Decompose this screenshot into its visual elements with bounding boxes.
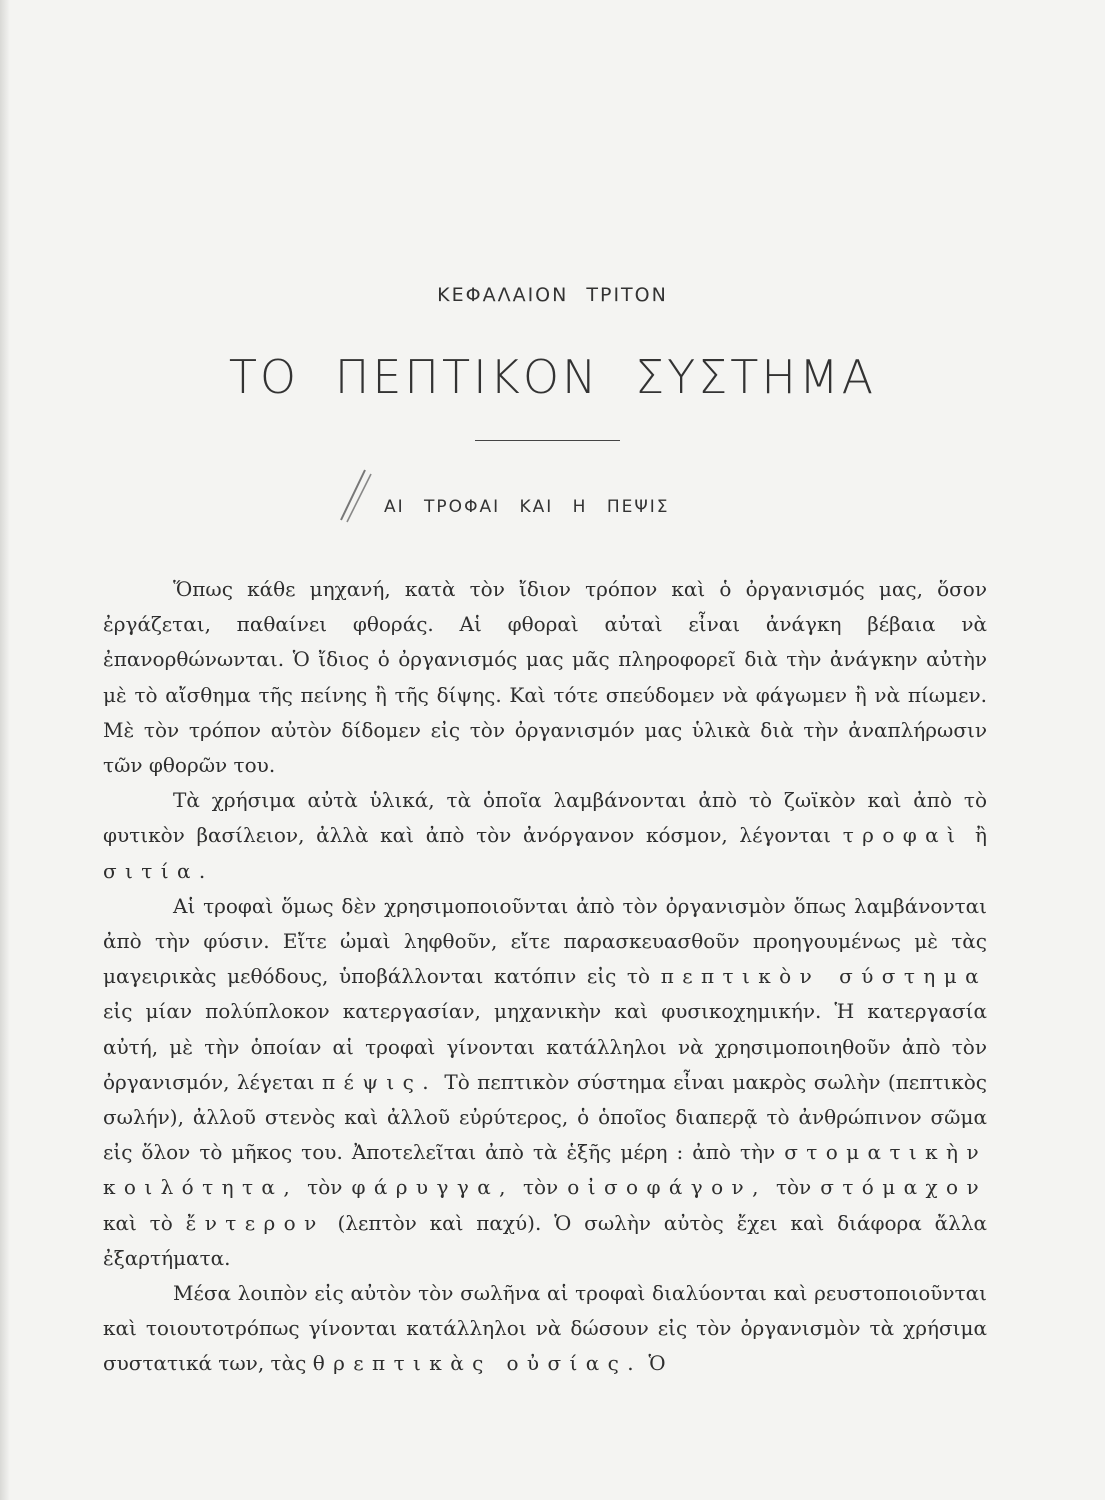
spaced-term: πεπτικὸν σύστημα: [660, 964, 987, 989]
paragraph-2: Τὰ χρήσιμα αὐτὰ ὑλικά, τὰ ὁποῖα λαμβάνονται ἀπὸ τὸ ζωϊκὸν καὶ ἀπὸ τὸ φυτικὸν βασίλειον, ἀλλὰ καὶ ἀπὸ τὸν ἀνόργανον κόσμον, λέγονται τροφαὶ ἢ σιτία.: [103, 788, 988, 883]
section-heading: ΑΙ ΤΡΟΦΑΙ ΚΑΙ Η ΠΕΨΙΣ: [384, 497, 670, 517]
spaced-term: στοματικὴν κοιλότητα,: [103, 1140, 987, 1200]
spaced-term: στόμαχον: [820, 1175, 988, 1200]
chapter-title: ΤΟ ΠΕΠΤΙΚΟΝ ΣΥΣΤΗΜΑ: [228, 350, 877, 404]
title-divider: [475, 440, 620, 441]
spaced-term: σιτία.: [103, 858, 214, 883]
page-edge-shadow: [0, 0, 10, 1500]
spaced-term: θρεπτικὰς οὐσίας.: [312, 1351, 643, 1376]
handwritten-slash-mark: [335, 466, 375, 526]
spaced-term: ἔντερον: [185, 1210, 325, 1235]
spaced-term: οἰσοφάγον,: [567, 1175, 767, 1200]
body-text: [103, 572, 987, 1382]
spaced-term: τροφαὶ: [842, 823, 964, 848]
spaced-term: φάρυγγα,: [351, 1175, 514, 1200]
paragraph-3: Αἱ τροφαὶ ὅμως δὲν χρησιμοποιοῦνται ἀπὸ τὸν ὀργανισμὸν ὅπως λαμβάνονται ἀπὸ τὴν φύσιν. Εἴτε ὠμαὶ ληφθοῦν, εἴτε παρασκευασθοῦν προηγουμένως μὲ τὰς μαγειρικὰς μεθόδους, ὑποβάλλονται κατόπιν εἰς τὸ πεπτικὸν σύστημα εἰς μίαν πολύπλοκον κατεργασίαν, μηχανικὴν καὶ φυσικοχημικήν. Ἡ κατεργασία αὐτή, μὲ τὴν ὁποίαν αἱ τροφαὶ γίνονται κατάλληλοι νὰ χρησιμοποιηθοῦν ἀπὸ τὸν ὀργανισμόν, λέγεται πέψις. Τὸ πεπτικὸν σύστημα εἶναι μακρὸς σωλὴν (πεπτικὸς σωλήν), ἀλλοῦ στενὸς καὶ ἀλλοῦ εὐρύτερος, ὁ ὁποῖος διαπερᾷ τὸ ἀνθρώπινον σῶμα εἰς ὅλον τὸ μῆκος του. Ἀποτελεῖται ἀπὸ τὰ ἑξῆς μέρη : ἀπὸ τὴν στοματικὴν κοιλότητα, τὸν φάρυγγα, τὸν οἰσοφάγον, τὸν στόμαχον καὶ τὸ ἔντερον (λεπτὸν καὶ παχύ). Ὁ σωλὴν αὐτὸς ἔχει καὶ διάφορα ἄλλα ἐξαρτήματα.: [103, 893, 988, 1270]
paragraph-1: Ὅπως κάθε μηχανή, κατὰ τὸν ἴδιον τρόπον καὶ ὁ ὀργανισμός μας, ὅσον ἐργάζεται, παθαίνει φθοράς. Αἱ φθοραὶ αὐταὶ εἶναι ἀνάγκη βέβαια νὰ ἐπανορθώνωνται. Ὁ ἴδιος ὁ ὀργανισμός μας μᾶς πληροφορεῖ διὰ τὴν ἀνάγκην αὐτὴν μὲ τὸ αἴσθημα τῆς πείνης ἢ τῆς δίψης. Καὶ τότε σπεύδομεν νὰ φάγωμεν ἢ νὰ πίωμεν. Μὲ τὸν τρόπον αὐτὸν δίδομεν εἰς τὸν ὀργανισμόν μας ὑλικὰ διὰ τὴν ἀναπλήρωσιν τῶν φθορῶν του.: [103, 577, 987, 778]
chapter-label: ΚΕΦΑΛΑΙΟΝ ΤΡΙΤΟΝ: [437, 284, 668, 306]
spaced-term: πέψις.: [322, 1069, 438, 1094]
paragraph-4: Μέσα λοιπὸν εἰς αὐτὸν τὸν σωλῆνα αἱ τροφαὶ διαλύονται καὶ ρευστοποιοῦνται καὶ τοιουτοτρόπως γίνονται κατάλληλοι νὰ δώσουν εἰς τὸν ὀργανισμὸν τὰ χρήσιμα συστατικά των, τὰς θρεπτικὰς οὐσίας. Ὁ: [103, 1281, 987, 1376]
